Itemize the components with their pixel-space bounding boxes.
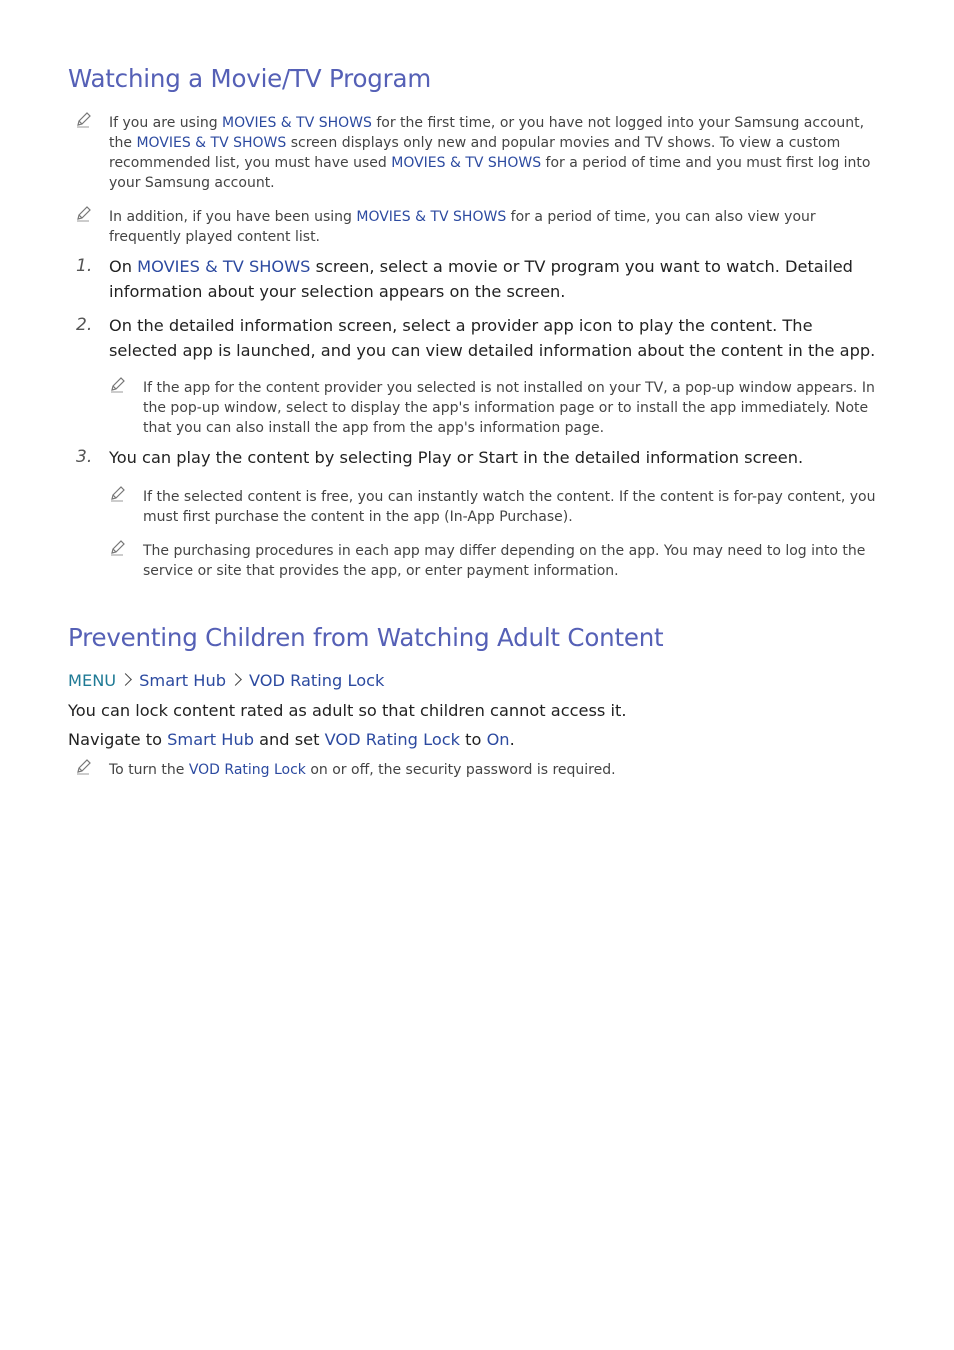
note-free-content: If the selected content is free, you can instantly watch the content. If the content is for-pay content, you must first purchase the content in the app (In-App Purchase). <box>143 487 888 527</box>
note-first-time: If you are using MOVIES & TV SHOWS for the first time, or you have not logged into your Samsung account, the MOVIES & TV SHOWS screen displays only new and popular movies and TV shows. To view a custom recommended list, you must have used MOVIES & TV SHOWS for a period of time and you must first log into your Samsung account. <box>109 113 884 193</box>
paragraph-navigate: Navigate to Smart Hub and set VOD Rating Lock to On. <box>68 730 515 749</box>
chevron-right-icon <box>119 673 132 686</box>
chevron-right-icon <box>229 673 242 686</box>
section-title-watching: Watching a Movie/TV Program <box>68 64 431 93</box>
step-1: 1. On MOVIES & TV SHOWS screen, select a movie or TV program you want to watch. Detailed information about your selection appears on the screen. <box>76 256 853 301</box>
keyword-on: On <box>486 730 510 749</box>
breadcrumb-smart-hub: Smart Hub <box>139 671 226 690</box>
pencil-icon <box>109 484 127 502</box>
pencil-icon <box>75 757 93 775</box>
keyword-vod-rating-lock: VOD Rating Lock <box>324 730 461 749</box>
keyword-smart-hub: Smart Hub <box>167 730 254 749</box>
pencil-icon <box>109 375 127 393</box>
step-3: 3. You can play the content by selecting Play or Start in the detailed information screen. <box>109 445 884 470</box>
pencil-icon <box>109 538 127 556</box>
note-purchasing: The purchasing procedures in each app may differ depending on the app. You may need to log into the service or site that provides the app, or enter payment information. <box>143 541 888 581</box>
keyword-movies-tv-shows: MOVIES & TV SHOWS <box>137 257 311 276</box>
keyword-movies-tv-shows: MOVIES & TV SHOWS <box>391 155 542 171</box>
keyword-vod-rating-lock: VOD Rating Lock <box>188 762 306 778</box>
step-number: 1. <box>76 256 93 276</box>
note-frequently-played: In addition, if you have been using MOVIES & TV SHOWS for a period of time, you can also view your frequently played content list. <box>109 207 884 247</box>
note-app-not-installed: If the app for the content provider you selected is not installed on your TV, a pop-up window appears. In the pop-up window, select to display the app's information page or to install the app immediately. Note that you can also install the app from the app's information page. <box>143 378 888 438</box>
step-2: 2. On the detailed information screen, select a provider app icon to play the content. The selected app is launched, and you can view detailed information about the content in the app. <box>76 315 876 360</box>
breadcrumb <box>68 668 384 693</box>
pencil-icon <box>75 204 93 222</box>
breadcrumb-menu: MENU <box>68 671 117 690</box>
step-number: 2. <box>76 315 93 335</box>
pencil-icon <box>75 110 93 128</box>
note-security-password: To turn the VOD Rating Lock on or off, the security password is required. <box>109 760 884 780</box>
keyword-movies-tv-shows: MOVIES & TV SHOWS <box>136 135 287 151</box>
step-number: 3. <box>76 447 93 467</box>
section-title-preventing: Preventing Children from Watching Adult Content <box>68 623 664 652</box>
keyword-movies-tv-shows: MOVIES & TV SHOWS <box>222 115 372 131</box>
paragraph-lock-content: You can lock content rated as adult so that children cannot access it. <box>68 701 627 720</box>
keyword-movies-tv-shows: MOVIES & TV SHOWS <box>356 209 507 225</box>
breadcrumb-vod-rating-lock: VOD Rating Lock <box>248 671 385 690</box>
